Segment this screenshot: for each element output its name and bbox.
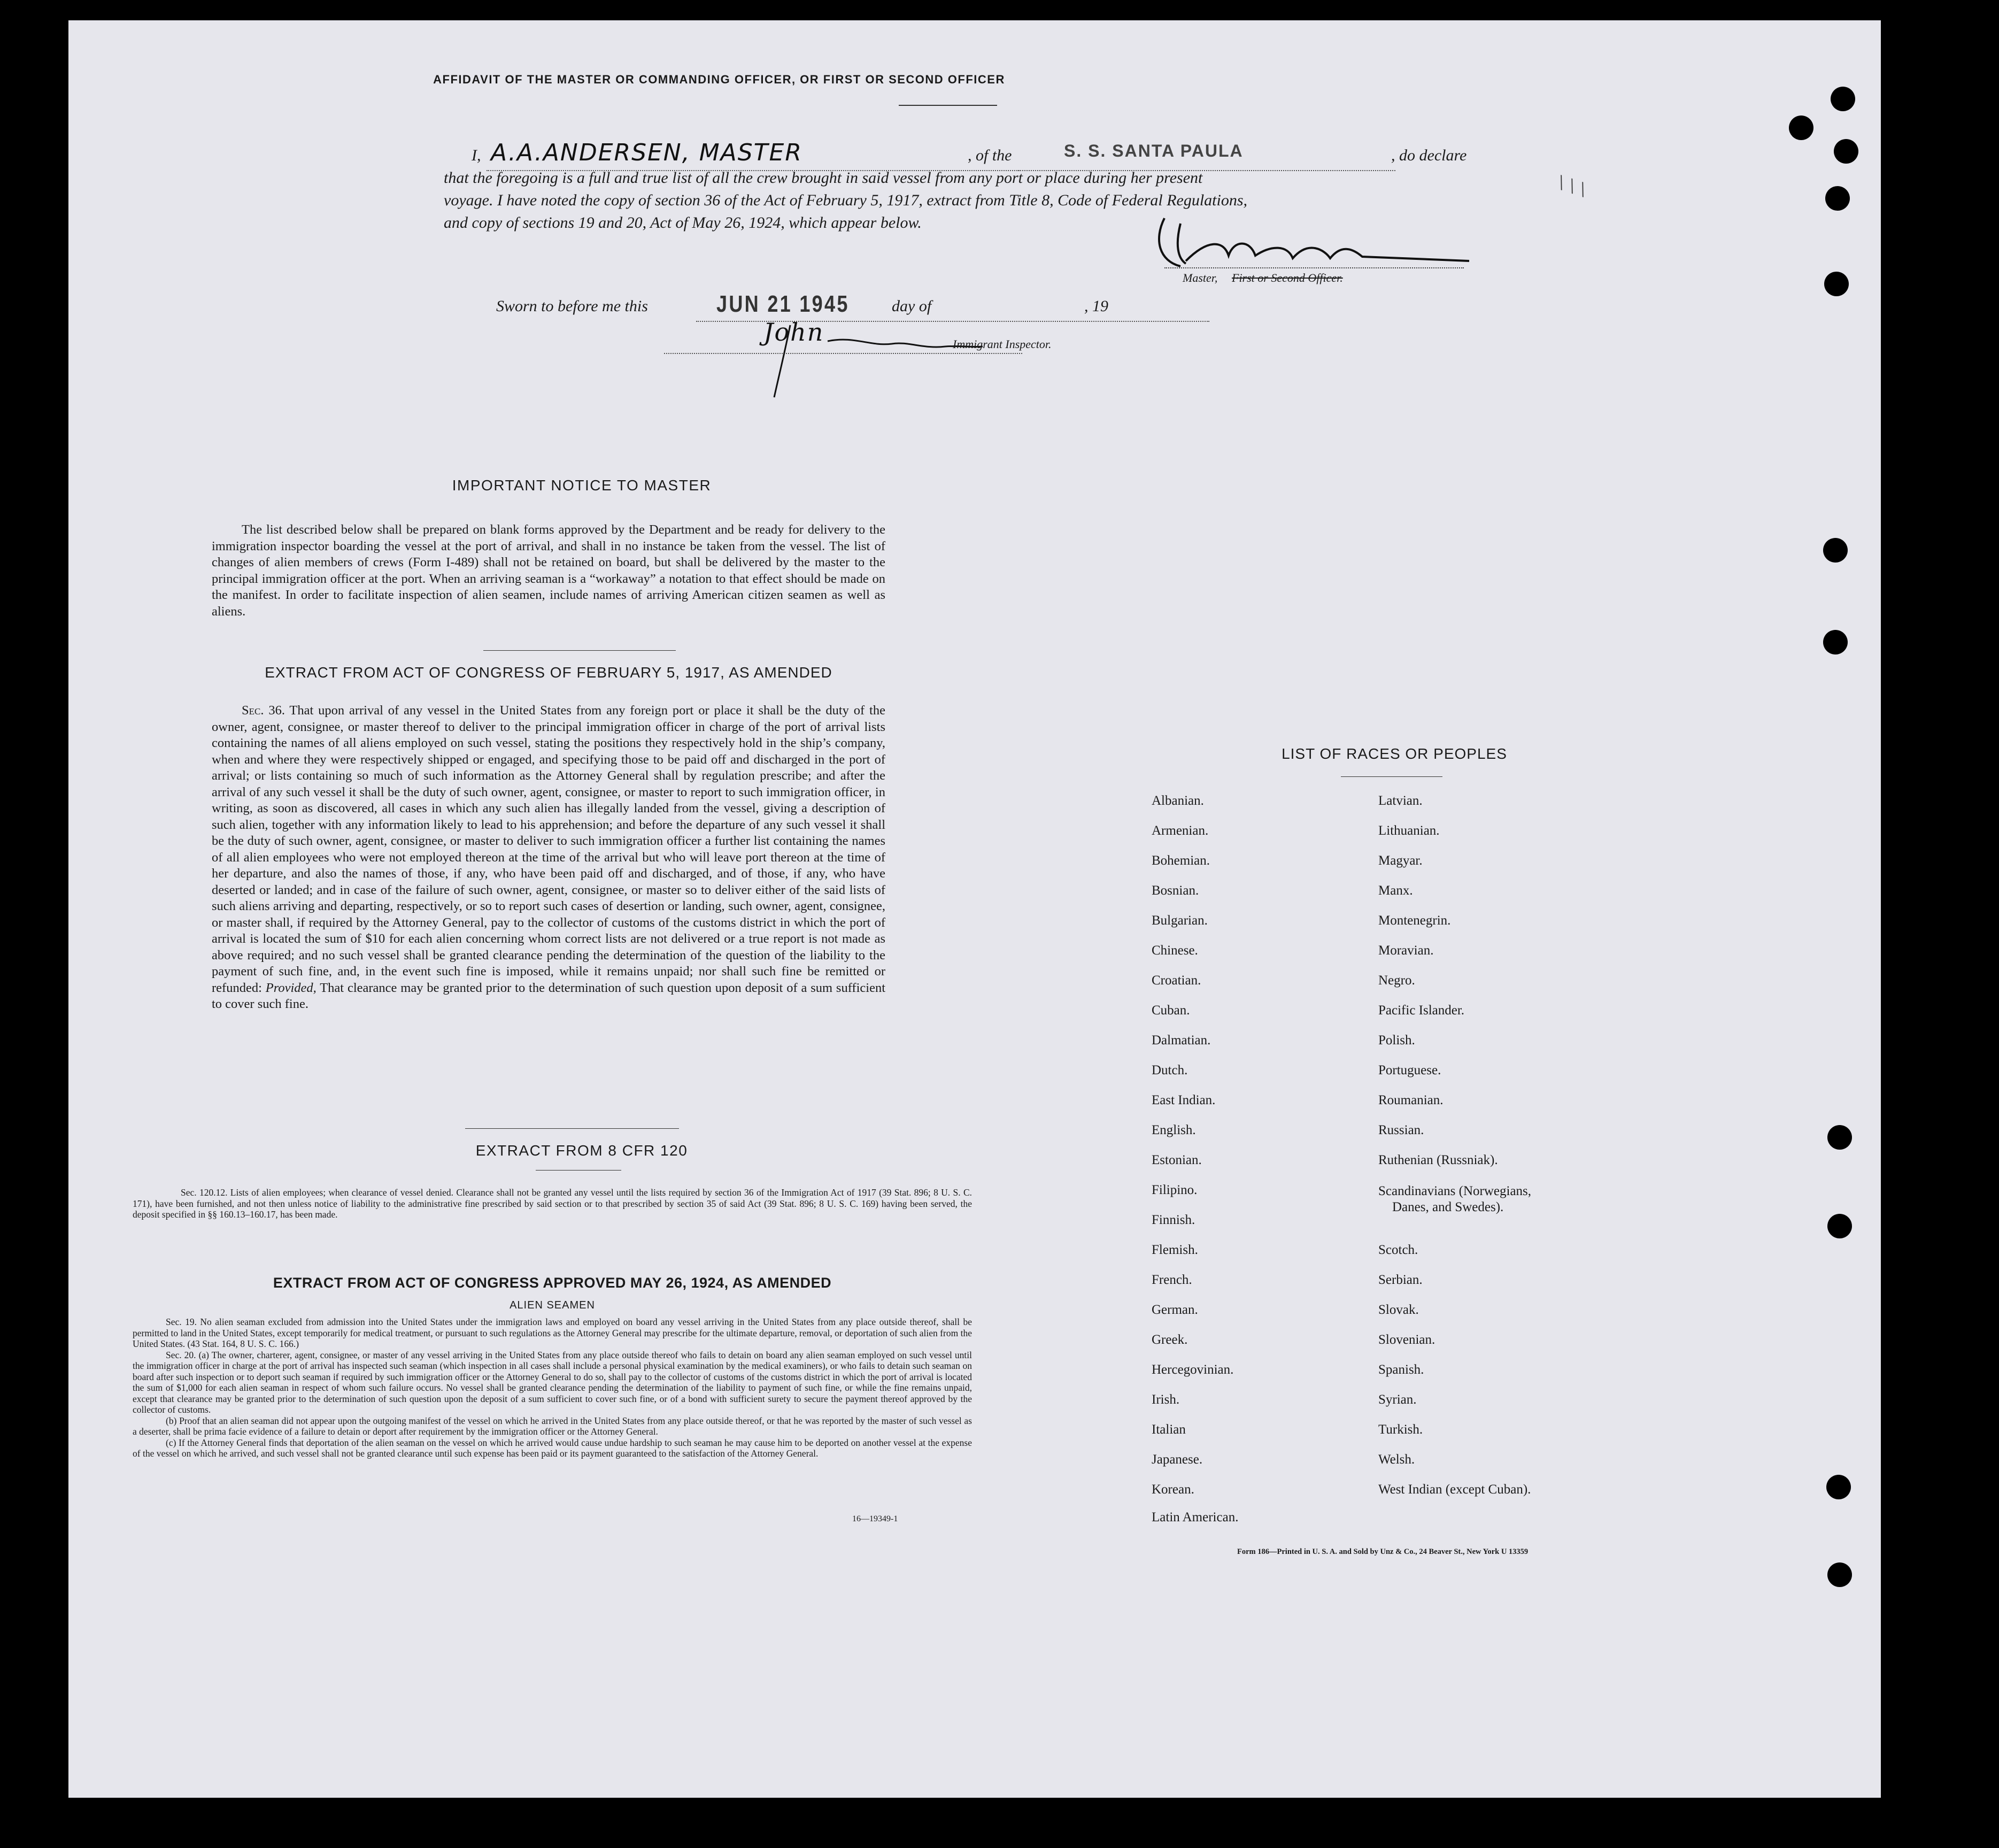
race-item: Scotch.: [1378, 1243, 1418, 1257]
race-item: Albanian.: [1152, 794, 1204, 808]
race-item: Roumanian.: [1378, 1093, 1444, 1107]
race-item: Slovak.: [1378, 1303, 1419, 1317]
races-title-underline: [1341, 776, 1442, 777]
race-item: Italian: [1152, 1422, 1186, 1437]
affidavit-line-3: voyage. I have noted the copy of section 36 of the Act of February 5, 1917, extract from Title 8, Code of Federal Regulations,: [444, 191, 1248, 209]
race-item: Croatian.: [1152, 973, 1201, 988]
margin-mark: \ \ \: [1555, 170, 1589, 202]
punch-hole: [1827, 1562, 1852, 1587]
affidavit-line-2: that the foregoing is a full and true list of all the crew brought in said vessel from any port or place during her present: [444, 169, 1203, 187]
signature-line: [1164, 267, 1464, 268]
race-item: Bohemian.: [1152, 853, 1210, 868]
punch-hole: [1825, 186, 1850, 211]
of-the-text: , of the: [968, 147, 1012, 164]
extract-1924-title: EXTRACT FROM ACT OF CONGRESS APPROVED MAY 26, 1924, AS AMENDED: [273, 1275, 832, 1291]
race-item: Serbian.: [1378, 1273, 1423, 1287]
race-item: Latin American.: [1152, 1510, 1239, 1524]
extract-1924-text: [133, 1316, 972, 1459]
race-item: East Indian.: [1152, 1093, 1216, 1107]
sec-20b-text: (b) Proof that an alien seaman did not appear upon the outgoing manifest of the vessel on which he arrived in the United States from any place outside thereof, or that he was reported by the master of such vessel as a deserter, shall be prima facie evidence of a failure to detain or deport after requirement by the immigration officer or the Attorney General.: [133, 1415, 972, 1437]
master-name: A.A.ANDERSEN, MASTER: [491, 139, 802, 166]
race-item: Danes, and Swedes).: [1392, 1200, 1504, 1214]
race-item: Greek.: [1152, 1333, 1188, 1347]
race-item: Flemish.: [1152, 1243, 1198, 1257]
sec-20c-text: (c) If the Attorney General finds that deportation of the alien seaman on the vessel on which he arrived would cause undue hardship to such seaman he may cause him to be deported on another vessel at the expense of the vessel on which he arrived, and such vessel shall not be granted clearance until such expense has been paid or its payment guaranteed to the satisfaction of the Attorney General.: [133, 1437, 972, 1459]
punch-hole: [1823, 630, 1848, 654]
race-item: Cuban.: [1152, 1003, 1190, 1018]
race-item: Irish.: [1152, 1392, 1180, 1407]
race-item: Chinese.: [1152, 943, 1198, 958]
extract-1917-title: EXTRACT FROM ACT OF CONGRESS OF FEBRUARY 5, 1917, AS AMENDED: [265, 664, 832, 681]
i-prefix: I,: [472, 147, 481, 164]
extract-1924-subtitle: ALIEN SEAMEN: [510, 1299, 595, 1311]
form-printer-note: Form 186—Printed in U. S. A. and Sold by Unz & Co., 24 Beaver St., New York U 13359: [1237, 1547, 1529, 1556]
race-item: German.: [1152, 1303, 1198, 1317]
punch-hole: [1834, 139, 1858, 164]
extract-cfr-title: EXTRACT FROM 8 CFR 120: [475, 1142, 688, 1159]
race-item: Estonian.: [1152, 1153, 1202, 1167]
race-item: Welsh.: [1378, 1452, 1415, 1467]
form-page: [68, 20, 1881, 1798]
form-number: 16—19349-1: [852, 1514, 898, 1523]
race-item: Latvian.: [1378, 794, 1423, 808]
race-item: Japanese.: [1152, 1452, 1203, 1467]
sec-20a-text: Sec. 20. (a) The owner, charterer, agent, consignee, or master of any vessel arriving in the United States from any place outside thereof who fails to detain on board any alien seaman employed on such vessel until the immigration officer in charge at the port of arrival has inspected such seaman (which inspection in all cases shall include a personal physical examination by the medical examiners), or who fails to detain such seaman on board after such inspection or to deport such seaman if required by such immigration officer or the Attorney General to do so, shall pay to the collector of customs of the customs district in which the port of arrival is located the sum of $1,000 for each alien seaman in respect of whom such failure occurs. No vessel shall be granted clearance pending the determination of the liability to payment of such fine, or while the fine remains unpaid, except that clearance may be granted prior to the determination of such question upon the deposit of a sum sufficient to cover such fine, or of a bond with sufficient surety to secure the payment thereof approved by the collector of customs.: [133, 1349, 972, 1415]
inspector-caption: Immigrant Inspector.: [953, 337, 1052, 351]
race-item: Russian.: [1378, 1123, 1424, 1137]
race-item: Filipino.: [1152, 1183, 1198, 1197]
race-item: Dalmatian.: [1152, 1033, 1211, 1048]
extract-1917-text: Sec. 36. That upon arrival of any vessel in the United States from any foreign port or place it shall be the duty of the owner, agent, consignee, or master thereof to deliver to the principal immigration officer in charge of the port of arrival lists containing the names of all aliens employed on such vessel, stating the positions they respectively hold in the ship’s company, when and where they were respectively shipped or engaged, and specifying those to be paid off and discharged in the port of arrival; or lists containing so much of such information as the Attorney General shall by regulation prescribe; and after the arrival of any such vessel it shall be the duty of such owner, agent, consignee, or master to report to such immigration officer, in writing, as soon as discovered, all cases in which any such alien has illegally landed from the vessel, giving a description of such alien, together with any information likely to lead to his apprehension; and before the departure of any such vessel it shall be the duty of such owner, agent, consignee, or master to deliver to such immigration officer a further list containing the names of all alien employees who were not employed thereon at the time of the arrival but who will leave port thereon at the time of her departure, and also the names of those, if any, who have been paid off and discharged, and of those, if any, who have deserted or landed; and in case of the failure of such owner, agent, consignee, or master so to deliver either of the said lists of such aliens arriving and departing, respectively, or so to report such cases of desertion or landing, such owner, agent, consignee, or master shall, if required by the Attorney General, pay to the collector of customs of the customs district in which the port of arrival is located the sum of $10 for each alien concerning whom correct lists are not delivered or a true report is not made as above required; and no such vessel shall be granted clearance pending the determination of the question of the liability to the payment of such fine, and, in the event such fine is imposed, while it remains unpaid; nor shall such fine be remitted or refunded: Provided, That clearance may be granted prior to the determination of such question upon deposit of a sum sufficient to cover such fine.: [212, 703, 886, 1011]
extract-cfr-underline: [536, 1170, 621, 1171]
race-item: English.: [1152, 1123, 1196, 1137]
race-item: Spanish.: [1378, 1362, 1424, 1377]
sec-19-text: Sec. 19. No alien seaman excluded from admission into the United States under the immigration laws and employed on board any vessel arriving in the United States from any place outside thereof, shall be permitted to land in the United States, except temporarily for medical treatment, or pursuant to such regulations as the Attorney General may prescribe for the ultimate departure, removal, or deportation of such alien from the United States. (43 Stat. 164, 8 U. S. C. 166.): [133, 1316, 972, 1349]
races-title: LIST OF RACES OR PEOPLES: [1282, 745, 1507, 762]
title-underline: [899, 105, 997, 106]
race-item: Korean.: [1152, 1482, 1194, 1497]
race-item: Finnish.: [1152, 1213, 1195, 1227]
race-item: Armenian.: [1152, 823, 1209, 838]
race-item: Portuguese.: [1378, 1063, 1441, 1077]
punch-hole: [1826, 1475, 1851, 1499]
punch-hole: [1824, 272, 1849, 296]
race-item: West Indian (except Cuban).: [1378, 1482, 1531, 1497]
race-item: Moravian.: [1378, 943, 1434, 958]
race-item: Turkish.: [1378, 1422, 1423, 1437]
notice-text: The list described below shall be prepared on blank forms approved by the Department and be ready for delivery to the immigration inspector boarding the vessel at the port of arrival, and shall in no instance be taken from the vessel. The list of changes of alien members of crews (Form I-489) shall not be retained on board, but shall be delivered by the master to the principal immigration officer at the port. When an arriving seaman is a “workaway” a notation to that effect should be made on the manifest. In order to facilitate inspection of alien seamen, include names of arriving American citizen seamen as well as aliens.: [212, 522, 885, 619]
race-item: Slovenian.: [1378, 1333, 1435, 1347]
master-signature: [1148, 207, 1480, 277]
sworn-date-stamp: JUN 21 1945: [716, 291, 850, 317]
signature-caption: Master,: [1183, 271, 1218, 284]
sec-36-label: Sec. 36.: [242, 703, 285, 718]
race-item: Bulgarian.: [1152, 913, 1208, 928]
year-prefix: , 19: [1084, 297, 1108, 315]
affidavit-line-4: and copy of sections 19 and 20, Act of May 26, 1924, which appear below.: [444, 214, 922, 232]
race-item: Lithuanian.: [1378, 823, 1440, 838]
sworn-text: Sworn to before me this: [496, 297, 648, 315]
punch-hole: [1827, 1214, 1852, 1238]
punch-hole: [1831, 87, 1855, 111]
affidavit-title: AFFIDAVIT OF THE MASTER OR COMMANDING OFFICER, OR FIRST OR SECOND OFFICER: [433, 73, 1005, 86]
race-item: Ruthenian (Russniak).: [1378, 1153, 1498, 1167]
punch-hole: [1823, 538, 1848, 563]
extract-1917-divider: [465, 1128, 679, 1129]
inspector-signature: John: [763, 318, 824, 346]
race-item: Negro.: [1378, 973, 1415, 988]
struck-caption: First or Second Officer.: [1232, 271, 1343, 284]
race-item: Syrian.: [1378, 1392, 1417, 1407]
race-item: Polish.: [1378, 1033, 1415, 1048]
race-item: French.: [1152, 1273, 1192, 1287]
notice-divider: [483, 650, 676, 651]
race-item: Pacific Islander.: [1378, 1003, 1465, 1018]
punch-hole: [1789, 116, 1813, 140]
race-item: Dutch.: [1152, 1063, 1188, 1077]
extract-cfr-text: Sec. 120.12. Lists of alien employees; when clearance of vessel denied. Clearance shall not be granted any vessel until the lists required by section 36 of the Immigration Act of 1917 (39 Stat. 896; 8 U. S. C. 171), have been furnished, and not then unless notice of liability to the administrative fine prescribed by said section or to that prescribed by section 35 of said Act (39 Stat. 896; 8 U. S. C. 169) having been served, the deposit specified in §§ 160.13–160.17, has been made.: [133, 1187, 972, 1220]
race-item: Magyar.: [1378, 853, 1423, 868]
race-item: Bosnian.: [1152, 883, 1199, 898]
vessel-name: S. S. SANTA PAULA: [1064, 141, 1244, 160]
punch-hole: [1827, 1125, 1852, 1150]
notice-title: IMPORTANT NOTICE TO MASTER: [452, 477, 712, 494]
race-item: Hercegovinian.: [1152, 1362, 1234, 1377]
do-declare-text: , do declare: [1391, 147, 1467, 164]
day-of-text: day of: [892, 297, 932, 315]
race-item: Manx.: [1378, 883, 1413, 898]
race-item: Montenegrin.: [1378, 913, 1451, 928]
race-item: Scandinavians (Norwegians,: [1378, 1184, 1532, 1198]
inspector-signature-flourish: [731, 320, 1009, 400]
